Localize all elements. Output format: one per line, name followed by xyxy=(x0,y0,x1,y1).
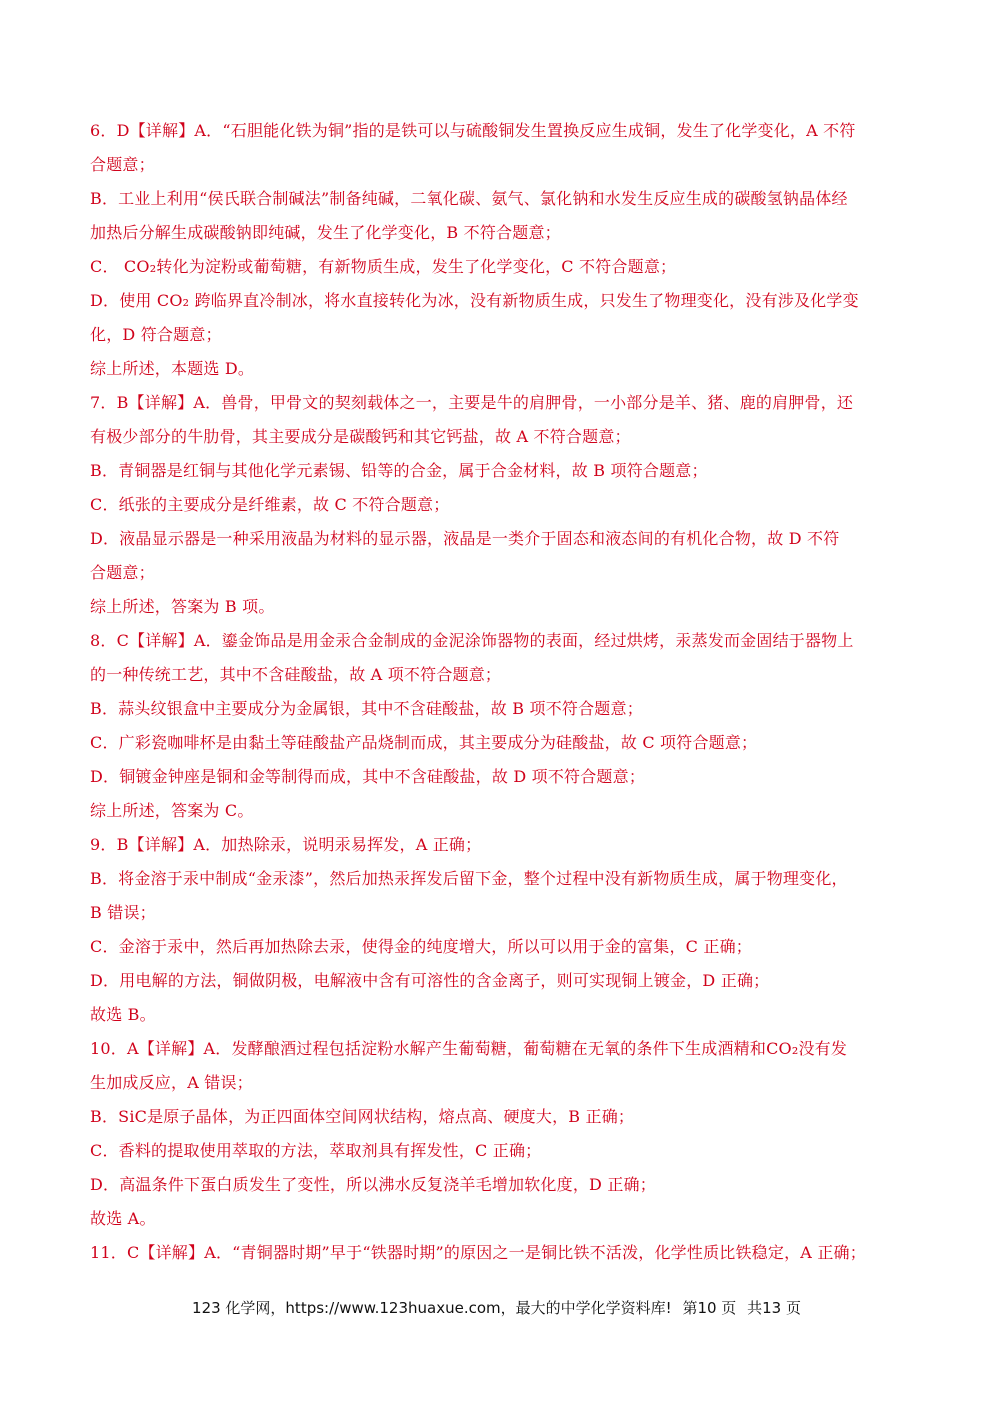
text-line: 6．D【详解】A．“石胆能化铁为铜”指的是铁可以与硫酸铜发生置换反应生成铜，发生了化学变化，A 不符 xyxy=(90,121,856,140)
text-line: 9．B【详解】A．加热除汞，说明汞易挥发，A 正确； xyxy=(90,835,482,854)
answer-explanations xyxy=(90,114,912,1270)
text-line: D．高温条件下蛋白质发生了变性，所以沸水反复浇羊毛增加软化度，D 正确； xyxy=(90,1175,656,1194)
text-line: C．香料的提取使用萃取的方法，萃取剂具有挥发性，C 正确； xyxy=(90,1141,542,1160)
footer-site: 123 化学网，https://www.123huaxue.com，最大的中学化学资料库! xyxy=(192,1299,672,1317)
footer-page-number: 第10 页 xyxy=(682,1299,737,1317)
text-line: D．液晶显示器是一种采用液晶为材料的显示器，液晶是一类介于固态和液态间的有机化合物，故 D 不符 xyxy=(90,529,840,548)
text-line: 加热后分解生成碳酸钠即纯碱，发生了化学变化，B 不符合题意； xyxy=(90,223,561,242)
text-line: B．工业上利用“侯氏联合制碱法”制备纯碱，二氧化碳、氨气、氯化钠和水发生反应生成的碳酸氢钠晶体经 xyxy=(90,189,848,208)
text-line: 综上所述，答案为 B 项。 xyxy=(90,597,275,616)
text-line: 故选 A。 xyxy=(90,1209,156,1228)
text-line: 综上所述，本题选 D。 xyxy=(90,359,255,378)
text-line: C．广彩瓷咖啡杯是由黏土等硅酸盐产品烧制而成，其主要成分为硅酸盐，故 C 项符合题意； xyxy=(90,733,758,752)
text-line: 故选 B。 xyxy=(90,1005,156,1024)
text-line: B．SiC是原子晶体，为正四面体空间网状结构，熔点高、硬度大，B 正确； xyxy=(90,1107,635,1126)
text-line: 综上所述，答案为 C。 xyxy=(90,801,254,820)
text-line: B．青铜器是红铜与其他化学元素锡、铅等的合金，属于合金材料，故 B 项符合题意； xyxy=(90,461,708,480)
text-line: 11．C【详解】A．“青铜器时期”早于“铁器时期”的原因之一是铜比铁不活泼，化学性质比铁稳定，A 正确； xyxy=(90,1243,866,1262)
text-line: 化，D 符合题意； xyxy=(90,325,222,344)
text-line: 的一种传统工艺，其中不含硅酸盐，故 A 项不符合题意； xyxy=(90,665,502,684)
text-line: D．使用 CO₂ 跨临界直冷制冰，将水直接转化为冰，没有新物质生成，只发生了物理变化，没有涉及化学变 xyxy=(90,291,859,310)
text-line: 8．C【详解】A．鎏金饰品是用金汞合金制成的金泥涂饰器物的表面，经过烘烤，汞蒸发而金固结于器物上 xyxy=(90,631,854,650)
text-line: 10．A【详解】A．发酵酿酒过程包括淀粉水解产生葡萄糖，葡萄糖在无氧的条件下生成酒精和CO₂没有发 xyxy=(90,1039,848,1058)
text-line: 合题意； xyxy=(90,155,155,174)
text-line: 有极少部分的牛肋骨，其主要成分是碳酸钙和其它钙盐，故 A 不符合题意； xyxy=(90,427,631,446)
text-line: 合题意； xyxy=(90,563,155,582)
text-line: C．纸张的主要成分是纤维素，故 C 不符合题意； xyxy=(90,495,450,514)
text-line: C． CO₂转化为淀粉或葡萄糖，有新物质生成，发生了化学变化，C 不符合题意； xyxy=(90,257,677,276)
text-line: 7．B【详解】A．兽骨，甲骨文的契刻载体之一，主要是牛的肩胛骨，一小部分是羊、猪、鹿的肩胛骨，还 xyxy=(90,393,854,412)
text-line: B 错误； xyxy=(90,903,156,922)
footer-total-pages: 共13 页 xyxy=(747,1299,801,1317)
text-line: B．蒜头纹银盒中主要成分为金属银，其中不含硅酸盐，故 B 项不符合题意； xyxy=(90,699,643,718)
text-line: B．将金溶于汞中制成“金汞漆”，然后加热汞挥发后留下金，整个过程中没有新物质生成，属于物理变化， xyxy=(90,869,848,888)
text-line: C．金溶于汞中，然后再加热除去汞，使得金的纯度增大，所以可以用于金的富集，C 正确； xyxy=(90,937,752,956)
page-footer xyxy=(0,1297,993,1318)
text-line: D．铜镀金钟座是铜和金等制得而成，其中不含硅酸盐，故 D 项不符合题意； xyxy=(90,767,646,786)
text-line: 生加成反应，A 错误； xyxy=(90,1073,253,1092)
text-line: D．用电解的方法，铜做阴极，电解液中含有可溶性的含金离子，则可实现铜上镀金，D 正确； xyxy=(90,971,770,990)
